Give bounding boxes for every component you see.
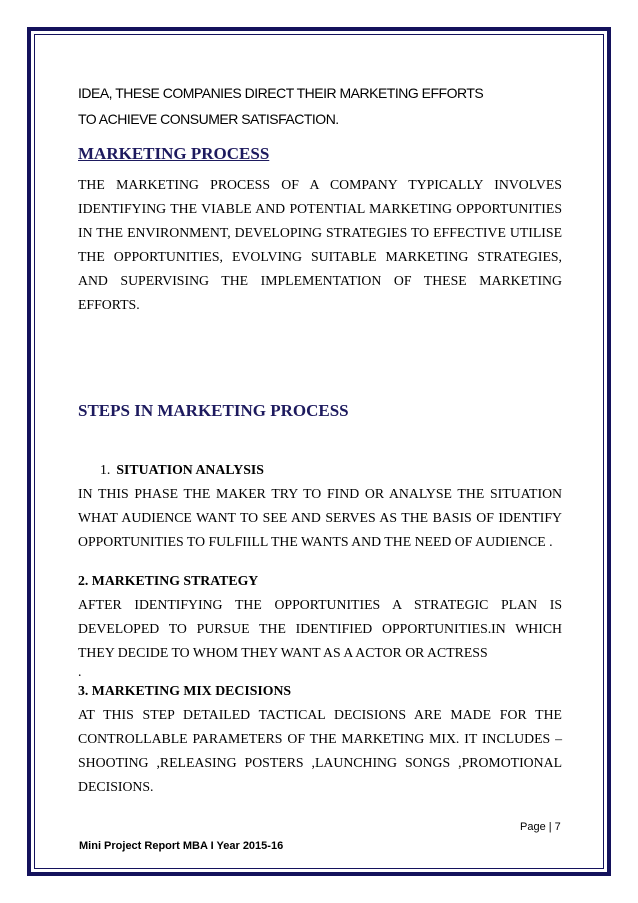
step-1-title	[78, 458, 562, 482]
step-2-paragraph: AFTER IDENTIFYING THE OPPORTUNITIES A STRATEGIC PLAN IS DEVELOPED TO PURSUE THE IDENTIFIED OPPORTUNITIES.IN WHICH THEY DECIDE TO WHOM THEY WANT AS A ACTOR OR ACTRESS	[78, 597, 562, 660]
steps-heading: STEPS IN MARKETING PROCESS	[78, 401, 349, 420]
page-number: Page | 7	[520, 821, 561, 833]
step-2-title: 2. MARKETING STRATEGY	[78, 573, 259, 588]
steps-section	[78, 458, 562, 799]
intro-line-1: IDEA, THESE COMPANIES DIRECT THEIR MARKETING EFFORTS	[78, 85, 484, 101]
step-2-trailing-dot: .	[78, 664, 82, 679]
marketing-process-paragraph: THE MARKETING PROCESS OF A COMPANY TYPICALLY INVOLVES IDENTIFYING THE VIABLE AND POTENTIAL MARKETING OPPORTUNITIES IN THE ENVIRONMENT, DEVELOPING STRATEGIES TO EFFECTIVE UTILISE THE OPPORTUNITIES, EVOLVING SUITABLE MARKETING STRATEGIES, AND SUPERVISING THE IMPLEMENTATION OF THESE MARKETING EFFORTS.	[78, 177, 562, 312]
footer-report-line: Mini Project Report MBA I Year 2015-16	[79, 840, 284, 852]
step-1-title-text: SITUATION ANALYSIS	[116, 462, 264, 477]
intro-line-2: TO ACHIEVE CONSUMER SATISFACTION.	[78, 111, 339, 127]
marketing-process-heading: MARKETING PROCESS	[78, 144, 270, 163]
step-3-paragraph: AT THIS STEP DETAILED TACTICAL DECISIONS ARE MADE FOR THE CONTROLLABLE PARAMETERS OF THE MARKETING MIX. IT INCLUDES – SHOOTING ,RELEASING POSTERS ,LAUNCHING SONGS ,PROMOTIONAL DECISIONS.	[78, 707, 562, 794]
document-page	[78, 80, 562, 794]
step-1-paragraph: IN THIS PHASE THE MAKER TRY TO FIND OR ANALYSE THE SITUATION WHAT AUDIENCE WANT TO SEE AND SERVES AS THE BASIS OF IDENTIFY OPPORTUNITIES TO FULFIILL THE WANTS AND THE NEED OF AUDIENCE .	[78, 486, 562, 549]
step-3-title: 3. MARKETING MIX DECISIONS	[78, 683, 292, 698]
step-1-number: 1.	[100, 462, 111, 477]
